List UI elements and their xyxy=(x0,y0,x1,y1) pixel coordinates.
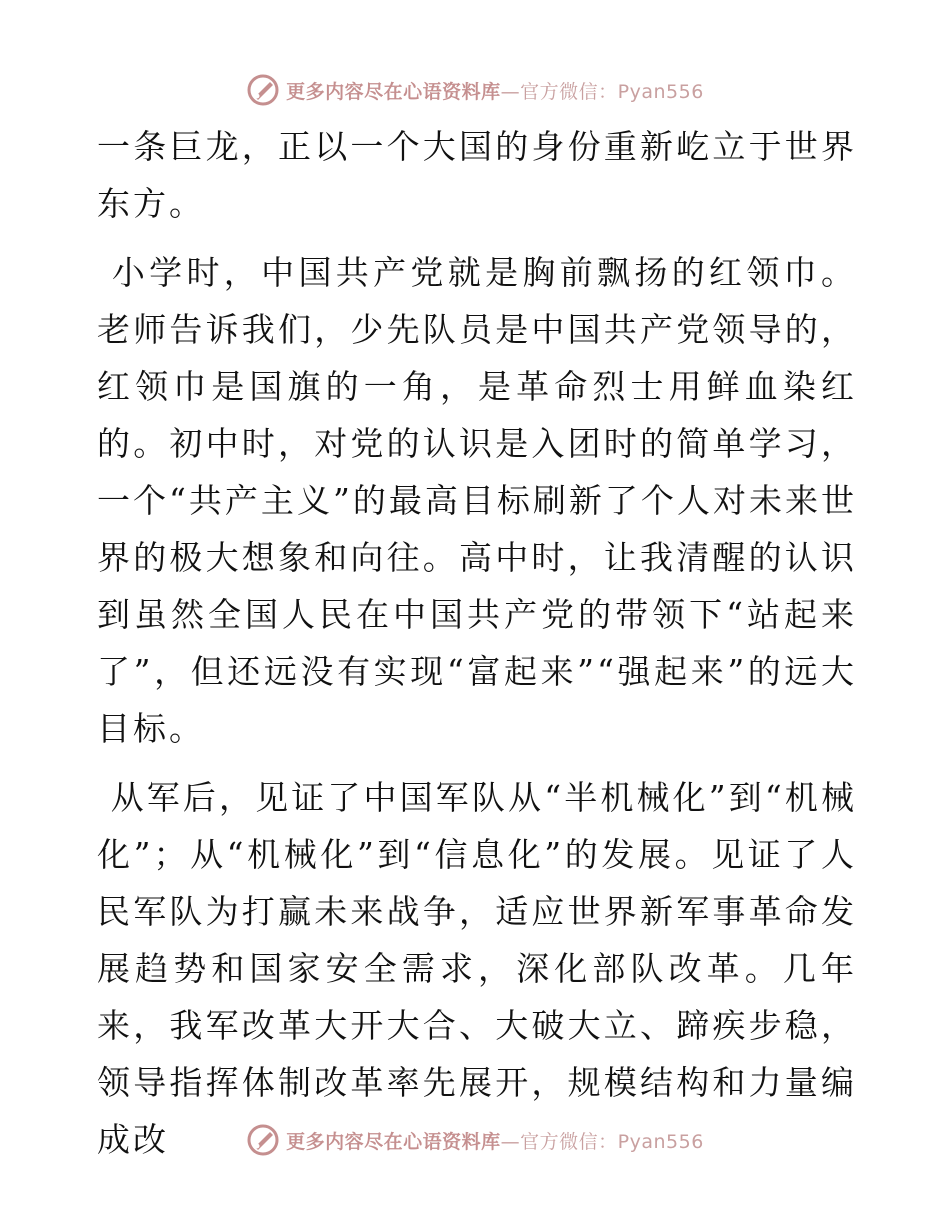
document-body xyxy=(97,118,857,1168)
header-watermark xyxy=(0,70,950,110)
footer-watermark xyxy=(0,1120,950,1160)
quill-seal-icon xyxy=(246,73,280,107)
watermark-wechat: —官方微信：Pyan556 xyxy=(500,1130,704,1153)
paragraph-3: 从军后，见证了中国军队从“半机械化”到“机械化”；从“机械化”到“信息化”的发展。见证了人民军队为打赢未来战争，适应世界新军事革命发展趋势和国家安全需求，深化部队改革。几年来，我军改革大开大合、大破大立、蹄疾步稳，领导指挥体制改革率先展开，规模结构和力量编成改 xyxy=(97,778,857,1159)
watermark-site: 更多内容尽在心语资料库 xyxy=(286,1130,501,1153)
paragraph-2: 小学时，中国共产党就是胸前飘扬的红领巾。老师告诉我们，少先队员是中国共产党领导的，红领巾是国旗的一角，是革命烈士用鲜血染红的。初中时，对党的认识是入团时的简单学习，一个“共产主义”的最高目标刷新了个人对未来世界的极大想象和向往。高中时，让我清醒的认识到虽然全国人民在中国共产党的带领下“站起来了”，但还远没有实现“富起来”“强起来”的远大目标。 xyxy=(97,253,858,748)
watermark-wechat: —官方微信：Pyan556 xyxy=(500,80,704,103)
watermark-text xyxy=(286,1127,704,1154)
quill-seal-icon xyxy=(246,1123,280,1157)
watermark-text xyxy=(286,77,704,104)
watermark-site: 更多内容尽在心语资料库 xyxy=(286,80,501,103)
paragraph-1: 一条巨龙，正以一个大国的身份重新屹立于世界东方。 xyxy=(97,127,857,223)
